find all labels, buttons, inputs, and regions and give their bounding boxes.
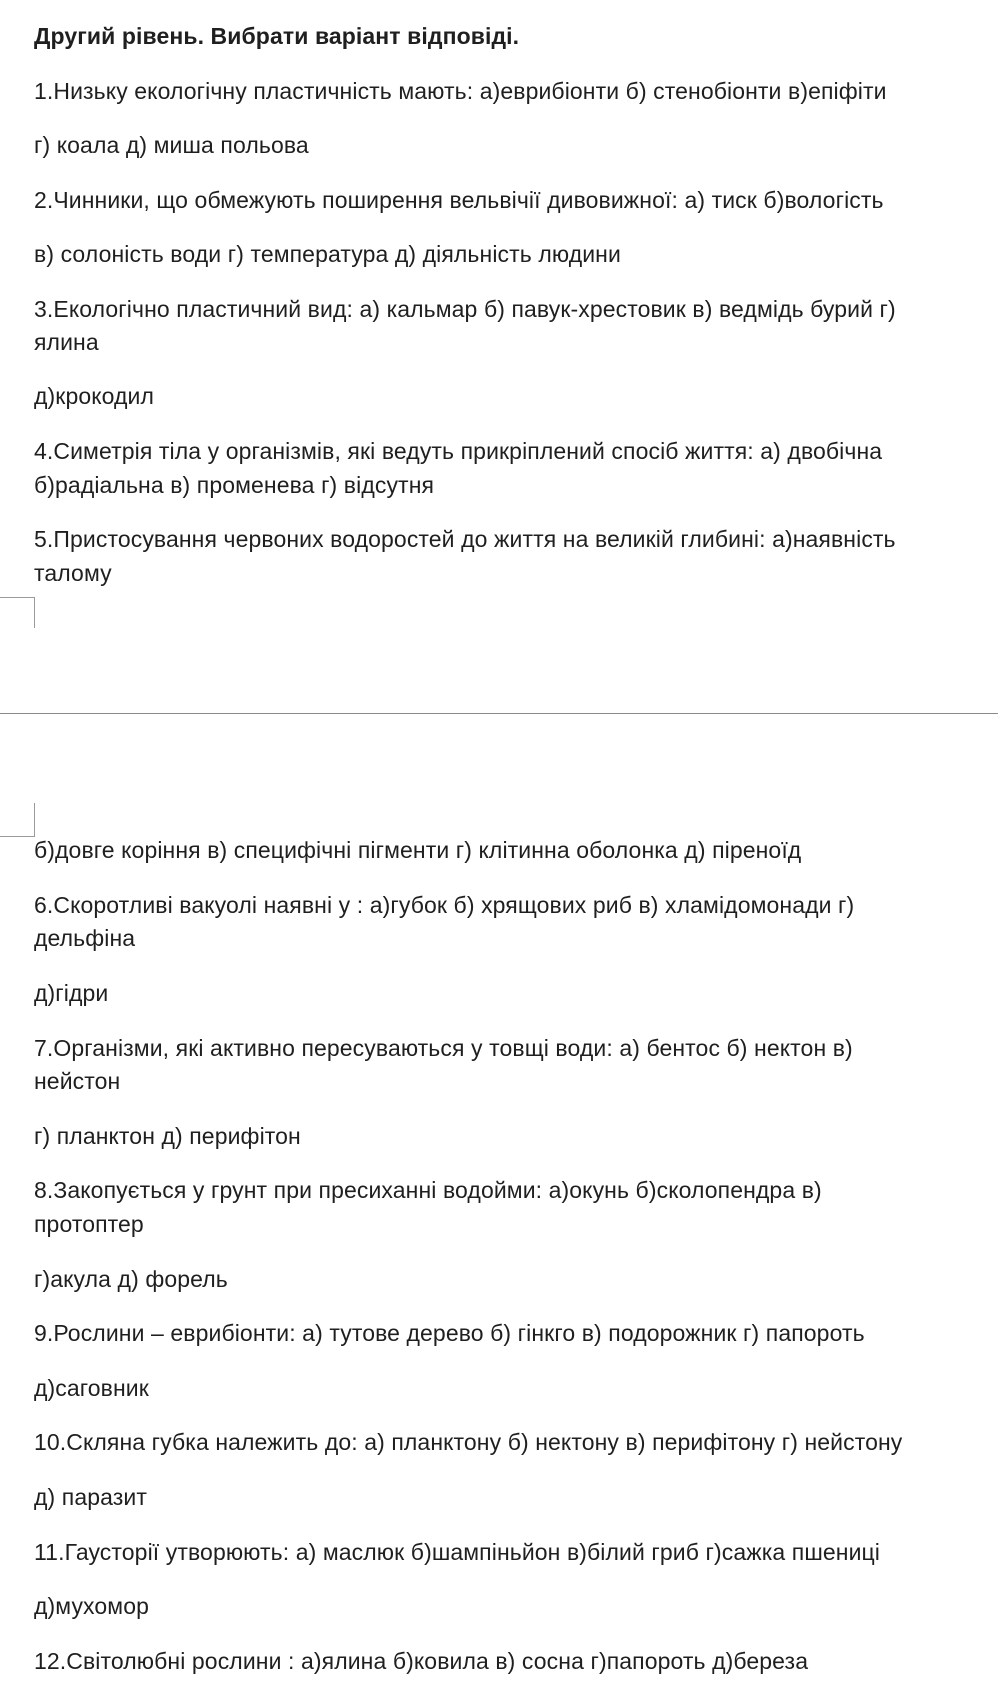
- question-6-line-1: 6.Скоротливі вакуолі наявні у : а)губок б) хрящових риб в) хламідомонади г): [34, 892, 855, 918]
- question-5-line-3: б)довге коріння в) специфічні пігменти г) клітинна оболонка д) піреноїд: [34, 837, 802, 863]
- question-9-line-2: д)саговник: [34, 1375, 149, 1401]
- question-3-line-1: 3.Екологічно пластичний вид: а) кальмар б) павук-хрестовик в) ведмідь бурий г): [34, 296, 896, 322]
- question-1-line-2: г) коала д) миша польова: [34, 132, 309, 158]
- question-11-line-2: д)мухомор: [34, 1593, 149, 1619]
- page-corner-mark-top: [0, 597, 35, 628]
- page-corner-mark-bottom: [0, 803, 35, 837]
- page-title: Другий рівень. Вибрати варіант відповіді.: [34, 23, 520, 49]
- question-9-line-1: 9.Рослини – еврибіонти: а) тутове дерево б) гінкго в) подорожник г) папороть: [34, 1320, 865, 1346]
- question-7-line-1: 7.Організми, які активно пересуваються у товщі води: а) бентос б) нектон в): [34, 1035, 853, 1061]
- question-5-line-2: талому: [34, 560, 112, 586]
- question-7-line-3: г) планктон д) перифітон: [34, 1123, 301, 1149]
- question-10-line-2: д) паразит: [34, 1484, 147, 1510]
- question-11-line-1: 11.Гаусторії утворюють: а) маслюк б)шампіньйон в)білий гриб г)сажка пшениці: [34, 1539, 881, 1565]
- question-8-line-2: протоптер: [34, 1211, 144, 1237]
- question-4-line-1: 4.Симетрія тіла у організмів, які ведуть прикріплений спосіб життя: а) двобічна: [34, 438, 883, 464]
- question-5-line-1: 5.Пристосування червоних водоростей до життя на великій глибині: а)наявність: [34, 526, 896, 552]
- question-7-line-2: нейстон: [34, 1068, 121, 1094]
- question-4-line-2: б)радіальна в) променева г) відсутня: [34, 472, 435, 498]
- question-3-line-2: ялина: [34, 329, 99, 355]
- question-8-line-3: г)акула д) форель: [34, 1266, 228, 1292]
- question-12-line-1: 12.Світолюбні рослини : а)ялина б)ковила в) сосна г)папороть д)береза: [34, 1648, 809, 1674]
- question-10-line-1: 10.Скляна губка належить до: а) планктону б) нектону в) перифітону г) нейстону: [34, 1429, 903, 1455]
- question-6-line-3: д)гідри: [34, 980, 109, 1006]
- question-2-line-1: 2.Чинники, що обмежують поширення вельвічії дивовижної: а) тиск б)вологість: [34, 187, 884, 213]
- question-3-line-3: д)крокодил: [34, 383, 155, 409]
- question-6-line-2: дельфіна: [34, 925, 136, 951]
- question-2-line-2: в) солоність води г) температура д) діяльність людини: [34, 241, 621, 267]
- page-break-line: [0, 713, 998, 714]
- question-8-line-1: 8.Закопується у грунт при пресиханні водойми: а)окунь б)сколопендра в): [34, 1177, 822, 1203]
- question-1-line-1: 1.Низьку екологічну пластичність мають: а)еврибіонти б) стенобіонти в)епіфіти: [34, 78, 887, 104]
